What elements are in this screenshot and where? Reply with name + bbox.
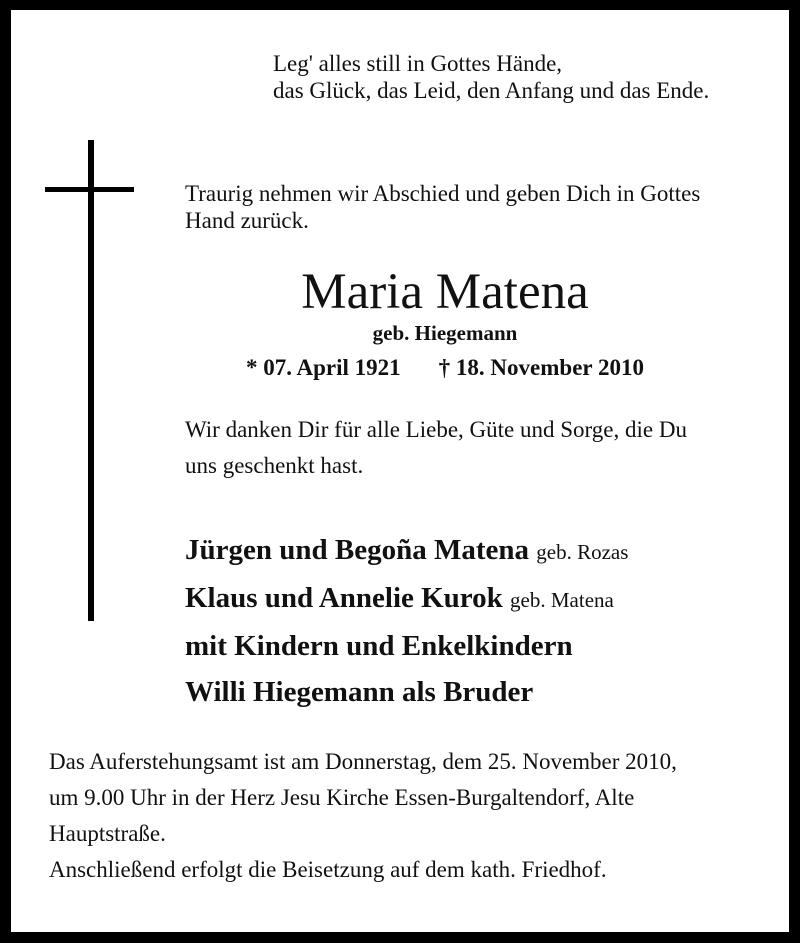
notice-line: Hauptstraße. [49, 821, 166, 846]
mourner-name: Jürgen und Begoña Matena [185, 534, 530, 566]
cross-horizontal-bar [45, 187, 134, 192]
mourner-note: geb. Rozas [536, 540, 629, 564]
motto-line: das Glück, das Leid, den Anfang und das Ende. [273, 78, 710, 103]
mourner-note: geb. Matena [510, 588, 614, 612]
mourners-list [185, 527, 628, 715]
notice-line: Das Auferstehungsamt ist am Donnerstag, dem 25. November 2010, [49, 749, 677, 774]
intro-line: Traurig nehmen wir Abschied und geben Dich in Gottes [185, 181, 701, 206]
mourner-name: Willi Hiegemann als Bruder [185, 676, 534, 708]
obituary-card [11, 10, 789, 932]
thanks-text [185, 412, 687, 484]
motto-line: Leg' alles still in Gottes Hände, [273, 51, 563, 76]
birth-date: * 07. April 1921 [246, 355, 401, 380]
thanks-line: uns geschenkt hast. [185, 453, 364, 478]
maiden-name: geb. Hiegemann [372, 321, 518, 345]
intro-text [185, 180, 700, 234]
mourner-row [185, 527, 628, 575]
mourner-name: Klaus und Annelie Kurok [185, 582, 503, 614]
funeral-notice [49, 744, 677, 888]
motto-verse [273, 50, 709, 104]
death-date: † 18. November 2010 [438, 355, 644, 380]
mourner-row [185, 575, 628, 623]
intro-line: Hand zurück. [185, 208, 309, 233]
mourner-name: mit Kindern und Enkelkindern [185, 630, 573, 662]
thanks-line: Wir danken Dir für alle Liebe, Güte und Sorge, die Du [185, 417, 687, 442]
mourner-row [185, 623, 628, 669]
life-dates [11, 355, 800, 381]
deceased-name: Maria Matena [301, 264, 589, 320]
mourner-row [185, 669, 628, 715]
notice-line: um 9.00 Uhr in der Herz Jesu Kirche Essen-Burgaltendorf, Alte [49, 785, 635, 810]
notice-line: Anschließend erfolgt die Beisetzung auf dem kath. Friedhof. [49, 857, 607, 882]
